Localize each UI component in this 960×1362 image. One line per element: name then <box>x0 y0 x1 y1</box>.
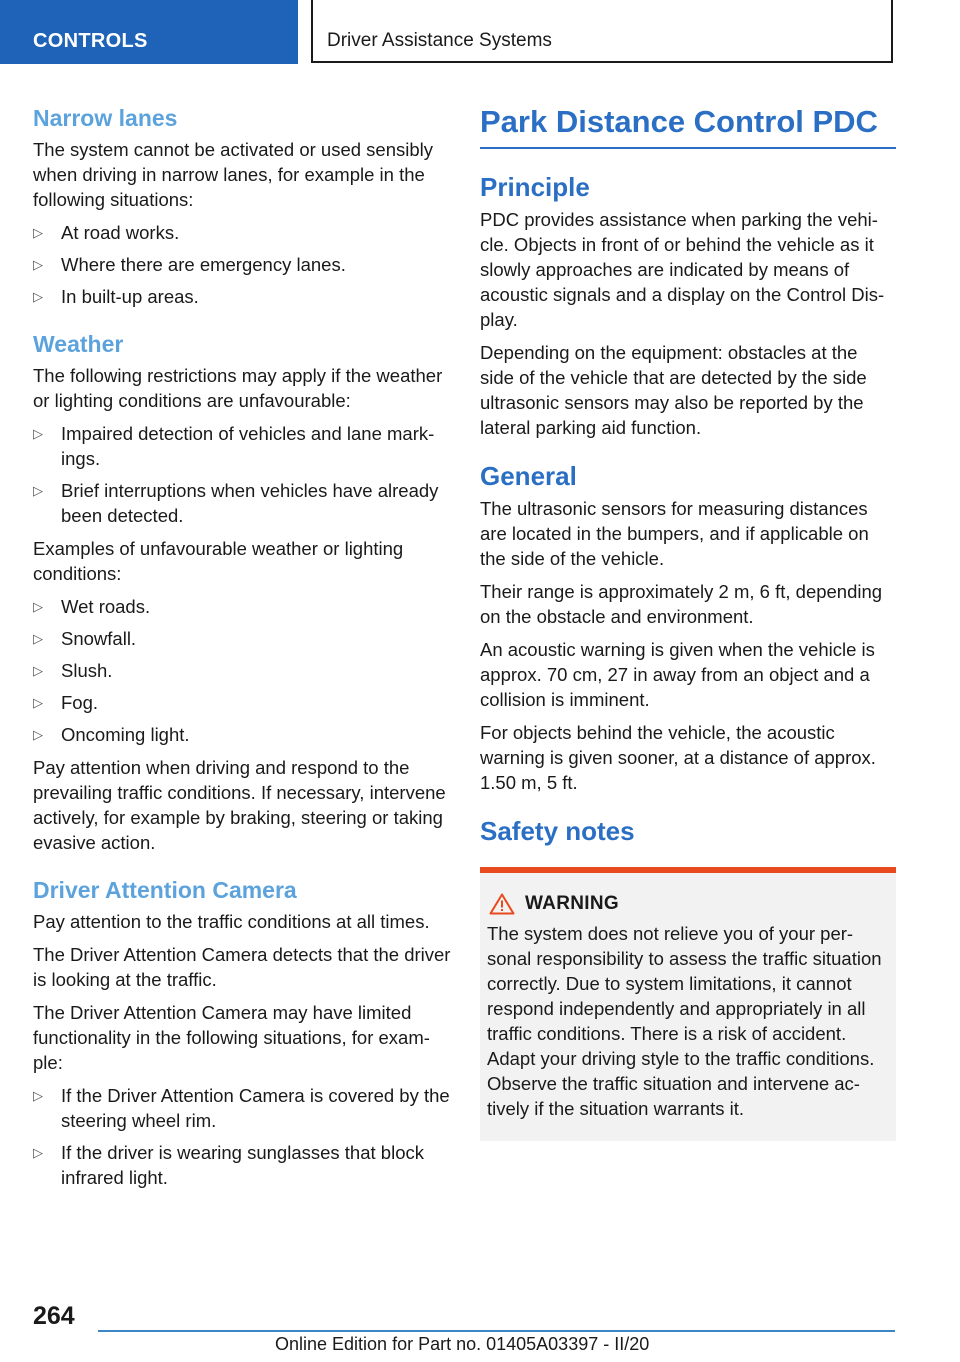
principle-heading: Principle <box>480 172 590 202</box>
list-item: ▷ At road works. <box>33 222 180 243</box>
weather-examples-list <box>33 594 451 747</box>
triangle-bullet-icon: ▷ <box>33 257 43 272</box>
weather-examples-intro: Examples of unfavourable weather or lighting conditions: <box>33 538 404 584</box>
general-paragraph-1: The ultrasonic sensors for measuring distances are located in the bumpers, and if applicable on the side of the vehicle. <box>480 498 869 569</box>
general-heading: General <box>480 461 577 491</box>
camera-paragraph-2: The Driver Attention Camera detects that the driver is looking at the traffic. <box>33 944 451 990</box>
list-item: ▷ Brief interruptions when vehicles have already been detected. <box>33 480 439 526</box>
weather-intro: The following restrictions may apply if the weather or lighting conditions are unfavourable: <box>33 365 443 411</box>
general-paragraph-2: Their range is approximately 2 m, 6 ft, depending on the obstacle and environment. <box>480 581 883 627</box>
triangle-bullet-icon: ▷ <box>33 1145 43 1160</box>
principle-paragraph-1: PDC provides assistance when parking the vehicle. Objects in front of or behind the vehicle as it slowly approaches are indicated by means of acoustic signals and a display on the Control Display. <box>480 209 885 330</box>
warning-label: WARNING <box>525 893 619 914</box>
warning-box <box>480 867 896 1141</box>
section-tab <box>0 0 298 64</box>
list-item: ▷ Fog. <box>33 692 99 713</box>
footer-edition: Online Edition for Part no. 01405A03397 - II/20 <box>275 1334 650 1354</box>
list-item: ▷ Oncoming light. <box>33 724 190 745</box>
triangle-bullet-icon: ▷ <box>33 289 43 304</box>
principle-paragraph-2: Depending on the equipment: obstacles at the side of the vehicle that are detected by the side ultrasonic sensors may also be reported by the lateral parking aid function. <box>480 342 867 438</box>
narrow-lanes-heading: Narrow lanes <box>33 105 178 131</box>
list-item: ▷ In built-up areas. <box>33 286 199 307</box>
list-item: ▷ If the Driver Attention Camera is covered by the steering wheel rim. <box>33 1085 450 1131</box>
camera-paragraph-1: Pay attention to the traffic conditions at all times. <box>33 911 430 932</box>
camera-list <box>33 1083 451 1190</box>
narrow-lanes-intro: The system cannot be activated or used sensibly when driving in narrow lanes, for example in the following situations: <box>33 139 434 210</box>
list-item: ▷ Where there are emergency lanes. <box>33 254 346 275</box>
list-item: ▷ Slush. <box>33 660 113 681</box>
footer-divider <box>98 1330 895 1332</box>
chapter-label: Driver Assistance Systems <box>327 30 552 51</box>
chapter-tab <box>311 0 893 63</box>
warning-text: The system does not relieve you of your personal responsibility to assess the traffic situation correctly. Due to system limitations, it cannot respond independently and appropriately in all traffic conditions. There is a risk of accident. Adapt your driving style to the traffic conditions. Observe the traffic situation and intervene actively if the situation warrants it. <box>487 923 882 1119</box>
page-number: 264 <box>33 1302 75 1330</box>
triangle-bullet-icon: ▷ <box>33 727 43 742</box>
triangle-bullet-icon: ▷ <box>33 1088 43 1103</box>
triangle-bullet-icon: ▷ <box>33 599 43 614</box>
triangle-bullet-icon: ▷ <box>33 483 43 498</box>
general-paragraph-4: For objects behind the vehicle, the acoustic warning is given sooner, at a distance of approx. 1.50 m, 5 ft. <box>480 722 876 793</box>
weather-list <box>33 421 451 528</box>
triangle-bullet-icon: ▷ <box>33 631 43 646</box>
section-label: CONTROLS <box>33 30 148 52</box>
triangle-bullet-icon: ▷ <box>33 663 43 678</box>
camera-heading: Driver Attention Camera <box>33 877 297 903</box>
triangle-bullet-icon: ▷ <box>33 426 43 441</box>
safety-notes-heading: Safety notes <box>480 816 635 846</box>
right-column <box>480 103 896 1141</box>
list-item: ▷ If the driver is wearing sunglasses that block infrared light. <box>33 1142 424 1188</box>
list-item: ▷ Impaired detection of vehicles and lane markings. <box>33 423 435 469</box>
list-item: ▷ Wet roads. <box>33 596 151 617</box>
page-title: Park Distance Control PDC <box>480 103 896 149</box>
triangle-bullet-icon: ▷ <box>33 695 43 710</box>
weather-heading: Weather <box>33 331 124 357</box>
left-column <box>33 103 451 1198</box>
list-item: ▷ Snowfall. <box>33 628 137 649</box>
camera-paragraph-3: The Driver Attention Camera may have limited functionality in the following situations, for example: <box>33 1002 430 1073</box>
warning-title <box>487 893 889 915</box>
general-paragraph-3: An acoustic warning is given when the vehicle is approx. 70 cm, 27 in away from an object and a collision is imminent. <box>480 639 875 710</box>
weather-outro: Pay attention when driving and respond to the prevailing traffic conditions. If necessary, intervene actively, for example by braking, steering or taking evasive action. <box>33 757 446 853</box>
triangle-bullet-icon: ▷ <box>33 225 43 240</box>
narrow-lanes-list <box>33 220 451 309</box>
warning-triangle-icon <box>489 893 515 915</box>
